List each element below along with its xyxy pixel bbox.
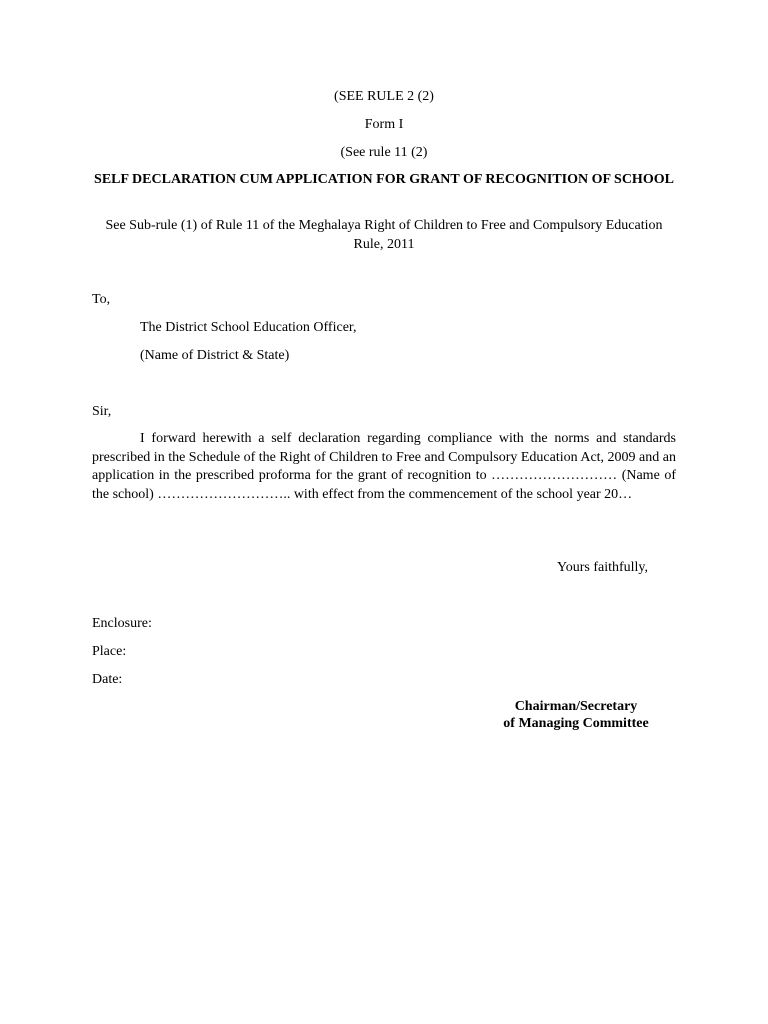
address-to: To, (92, 292, 111, 307)
closing: Yours faithfully, (557, 560, 649, 575)
signatory-committee: of Managing Committee (503, 716, 649, 731)
rule-sub-reference: (See rule 11 (2) (340, 145, 428, 160)
form-name: Form I (364, 117, 404, 132)
enclosure-label: Enclosure: (92, 616, 152, 631)
document-subtitle: See Sub-rule (1) of Rule 11 of the Meghalaya Right of Children to Free and Compulsory Education Rule, 2011 (105, 218, 663, 252)
recipient-location: (Name of District & State) (140, 348, 290, 363)
place-label: Place: (92, 644, 127, 659)
signatory-title: Chairman/Secretary (514, 699, 638, 714)
recipient-title: The District School Education Officer, (140, 320, 357, 335)
salutation: Sir, (92, 404, 112, 419)
letter-body: I forward herewith a self declaration regarding compliance with the norms and standards prescribed in the Schedule of the Right of Children to Free and Compulsory Education Act, 2009 and an application in the prescribed proforma for the grant of recognition to ……………………… (Name of the school) ……………………….. with effect from the commencement of the school year 20… (92, 431, 676, 502)
rule-reference: (SEE RULE 2 (2) (334, 89, 434, 104)
document-title: SELF DECLARATION CUM APPLICATION FOR GRANT OF RECOGNITION OF SCHOOL (94, 172, 674, 187)
date-label: Date: (92, 672, 123, 687)
